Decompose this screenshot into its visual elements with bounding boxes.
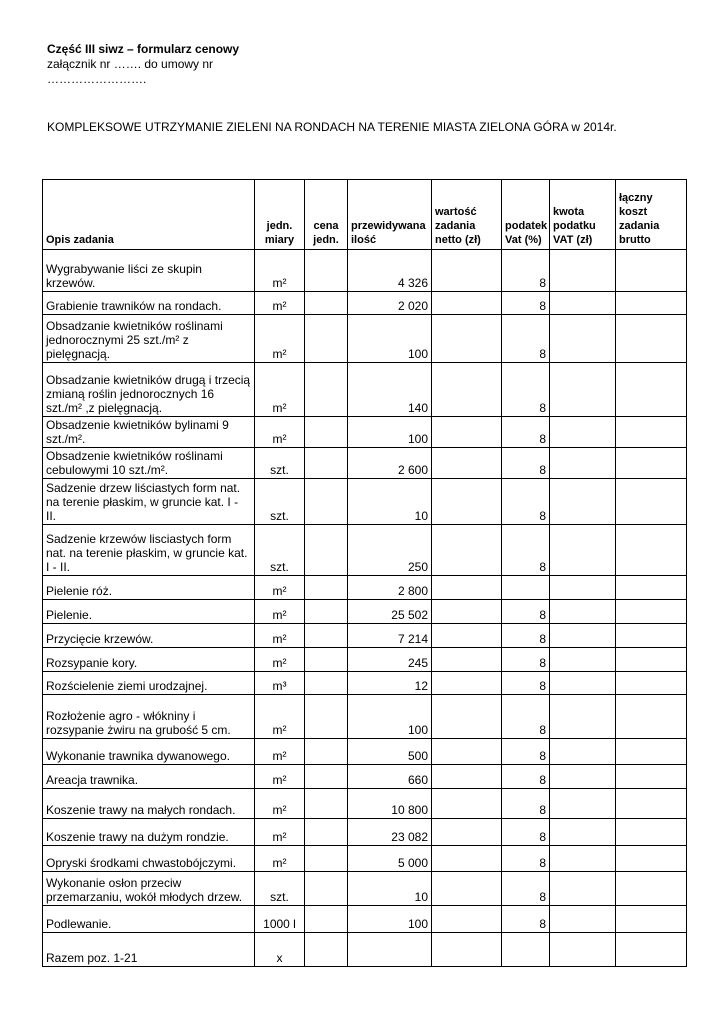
row-vat: 8 [502,695,550,739]
table-row [43,292,687,315]
row-qty: 12 [348,672,432,695]
row-vat: 8 [502,789,550,819]
row-desc: Obsadzanie kwietników roślinami jednorocznymi 25 szt./m² z pielęgnacją. [43,315,255,363]
row-vat: 8 [502,672,550,695]
row-vat-amount [550,846,616,872]
row-net [432,739,502,765]
row-vat-amount [550,624,616,648]
row-price [305,695,348,739]
row-gross [616,417,687,448]
row-vat-amount [550,479,616,525]
row-qty: 7 214 [348,624,432,648]
row-net [432,292,502,315]
row-desc: Przycięcie krzewów. [43,624,255,648]
row-price [305,479,348,525]
row-vat: 8 [502,624,550,648]
row-qty: 245 [348,648,432,672]
table-row [43,448,687,479]
row-unit: m² [255,648,305,672]
row-unit: m² [255,250,305,292]
header-price: cena jedn. [305,180,348,250]
row-desc: Grabienie trawników na rondach. [43,292,255,315]
header-gross: łączny koszt zadania brutto [616,180,687,250]
row-gross [616,479,687,525]
table-row [43,739,687,765]
header-vat-amount: kwota podatku VAT (zł) [550,180,616,250]
row-vat: 8 [502,648,550,672]
row-gross [616,872,687,906]
row-price [305,739,348,765]
row-desc: Wykonanie osłon przeciw przemarzaniu, wokół młodych drzew. [43,872,255,906]
row-desc: Rozłożenie agro - włókniny i rozsypanie żwiru na grubość 5 cm. [43,695,255,739]
row-unit: m² [255,363,305,417]
row-gross [616,363,687,417]
row-desc: Obsadzanie kwietników drugą i trzecią zmianą roślin jednorocznych 16 szt./m² ,z pielęgnacją. [43,363,255,417]
row-qty: 2 020 [348,292,432,315]
row-vat: 8 [502,819,550,846]
row-desc: Rozścielenie ziemi urodzajnej. [43,672,255,695]
row-net [432,765,502,789]
row-unit: m³ [255,672,305,695]
row-vat: 8 [502,448,550,479]
row-gross [616,600,687,624]
row-vat-amount [550,933,616,967]
row-gross [616,933,687,967]
attachment-line: załącznik nr ……. do umowy nr [47,57,214,71]
header-net: wartość zadania netto (zł) [432,180,502,250]
row-gross [616,789,687,819]
table-row [43,906,687,933]
row-unit: m² [255,624,305,648]
row-net [432,448,502,479]
table-row [43,648,687,672]
row-qty: 10 [348,872,432,906]
table-row [43,576,687,600]
row-desc: Wykonanie trawnika dywanowego. [43,739,255,765]
row-gross [616,695,687,739]
row-vat [502,933,550,967]
table-row [43,872,687,906]
row-vat-amount [550,819,616,846]
row-unit: m² [255,292,305,315]
table-body [43,250,687,967]
row-vat: 8 [502,872,550,906]
row-net [432,315,502,363]
row-qty: 2 800 [348,576,432,600]
row-net [432,846,502,872]
row-qty: 2 600 [348,448,432,479]
row-gross [616,315,687,363]
row-vat-amount [550,315,616,363]
table-header-row [43,180,687,250]
row-vat: 8 [502,417,550,448]
row-vat [502,576,550,600]
row-gross [616,819,687,846]
row-gross [616,765,687,789]
row-net [432,417,502,448]
row-price [305,576,348,600]
row-desc: Obsadzenie kwietników bylinami 9 szt./m². [43,417,255,448]
row-qty: 5 000 [348,846,432,872]
row-net [432,819,502,846]
row-desc: Obsadzenie kwietników roślinami cebulowymi 10 szt./m². [43,448,255,479]
row-desc: Opryski środkami chwastobójczymi. [43,846,255,872]
row-unit: x [255,933,305,967]
row-price [305,624,348,648]
row-vat: 8 [502,525,550,576]
row-gross [616,672,687,695]
row-price [305,906,348,933]
row-unit: szt. [255,479,305,525]
table-row [43,417,687,448]
row-qty: 660 [348,765,432,789]
row-desc: Sadzenie krzewów lisciastych form nat. na terenie płaskim, w gruncie kat. I - II. [43,525,255,576]
row-net [432,479,502,525]
form-title: Część III siwz – formularz cenowy [47,42,240,56]
row-vat-amount [550,448,616,479]
row-desc: Koszenie trawy na małych rondach. [43,789,255,819]
row-qty: 100 [348,315,432,363]
row-qty: 140 [348,363,432,417]
row-net [432,525,502,576]
row-net [432,789,502,819]
table-row [43,315,687,363]
row-unit: m² [255,315,305,363]
row-desc: Areacja trawnika. [43,765,255,789]
row-vat-amount [550,363,616,417]
row-price [305,872,348,906]
row-net [432,872,502,906]
row-unit: m² [255,739,305,765]
row-price [305,846,348,872]
row-qty: 250 [348,525,432,576]
row-unit: m² [255,846,305,872]
row-price [305,363,348,417]
row-price [305,315,348,363]
row-unit: m² [255,819,305,846]
table-row [43,250,687,292]
row-qty: 10 [348,479,432,525]
row-unit: m² [255,600,305,624]
row-gross [616,846,687,872]
table-row [43,672,687,695]
row-vat-amount [550,672,616,695]
row-vat: 8 [502,739,550,765]
row-unit: szt. [255,525,305,576]
row-unit: m² [255,576,305,600]
row-gross [616,739,687,765]
row-vat-amount [550,765,616,789]
row-net [432,624,502,648]
row-qty [348,933,432,967]
table-row [43,363,687,417]
header-qty: przewidywana ilość [348,180,432,250]
row-vat-amount [550,525,616,576]
row-desc: Rozsypanie kory. [43,648,255,672]
row-vat: 8 [502,765,550,789]
header-desc: Opis zadania [43,180,255,250]
dotted-line: ……………………. [47,72,147,86]
header-vat: podatek Vat (%) [502,180,550,250]
row-vat: 8 [502,846,550,872]
row-vat-amount [550,600,616,624]
row-unit: szt. [255,872,305,906]
row-price [305,672,348,695]
row-desc: Razem poz. 1-21 [43,933,255,967]
row-qty: 10 800 [348,789,432,819]
table-row [43,695,687,739]
row-net [432,363,502,417]
row-vat-amount [550,648,616,672]
row-vat-amount [550,417,616,448]
row-qty: 100 [348,695,432,739]
row-desc: Podlewanie. [43,906,255,933]
row-net [432,576,502,600]
row-vat-amount [550,872,616,906]
row-price [305,789,348,819]
row-price [305,250,348,292]
row-net [432,933,502,967]
row-price [305,933,348,967]
table-row [43,600,687,624]
row-price [305,648,348,672]
row-unit: m² [255,765,305,789]
row-net [432,648,502,672]
row-gross [616,576,687,600]
row-gross [616,292,687,315]
row-net [432,672,502,695]
row-qty: 100 [348,417,432,448]
row-vat: 8 [502,292,550,315]
row-vat-amount [550,789,616,819]
row-net [432,906,502,933]
row-price [305,417,348,448]
row-vat: 8 [502,315,550,363]
row-gross [616,906,687,933]
row-vat: 8 [502,363,550,417]
document-header [47,42,239,87]
row-desc: Pielenie róż. [43,576,255,600]
table-row [43,765,687,789]
table-row [43,624,687,648]
row-qty: 100 [348,906,432,933]
row-unit: m² [255,417,305,448]
row-vat: 8 [502,906,550,933]
table-row [43,846,687,872]
row-price [305,448,348,479]
row-vat-amount [550,906,616,933]
row-price [305,819,348,846]
row-vat-amount [550,576,616,600]
row-gross [616,624,687,648]
row-vat-amount [550,739,616,765]
row-net [432,250,502,292]
row-price [305,765,348,789]
row-desc: Sadzenie drzew liściastych form nat. na terenie płaskim, w gruncie kat. I - II. [43,479,255,525]
row-vat-amount [550,250,616,292]
row-qty: 4 326 [348,250,432,292]
table-row [43,819,687,846]
row-vat-amount [550,695,616,739]
row-vat: 8 [502,479,550,525]
row-unit: szt. [255,448,305,479]
row-gross [616,525,687,576]
table-row [43,479,687,525]
row-vat-amount [550,292,616,315]
row-net [432,695,502,739]
table-row [43,933,687,967]
price-table [42,179,687,967]
row-unit: m² [255,789,305,819]
row-gross [616,648,687,672]
row-price [305,600,348,624]
row-qty: 25 502 [348,600,432,624]
row-vat: 8 [502,600,550,624]
row-price [305,292,348,315]
header-unit: jedn. miary [255,180,305,250]
row-vat: 8 [502,250,550,292]
row-qty: 23 082 [348,819,432,846]
row-net [432,600,502,624]
row-unit: 1000 l [255,906,305,933]
row-desc: Pielenie. [43,600,255,624]
main-title: KOMPLEKSOWE UTRZYMANIE ZIELENI NA RONDACH NA TERENIE MIASTA ZIELONA GÓRA w 2014r. [47,120,617,134]
row-qty: 500 [348,739,432,765]
table-row [43,789,687,819]
row-price [305,525,348,576]
table-row [43,525,687,576]
row-gross [616,448,687,479]
row-gross [616,250,687,292]
row-desc: Wygrabywanie liści ze skupin krzewów. [43,250,255,292]
row-unit: m² [255,695,305,739]
row-desc: Koszenie trawy na dużym rondzie. [43,819,255,846]
